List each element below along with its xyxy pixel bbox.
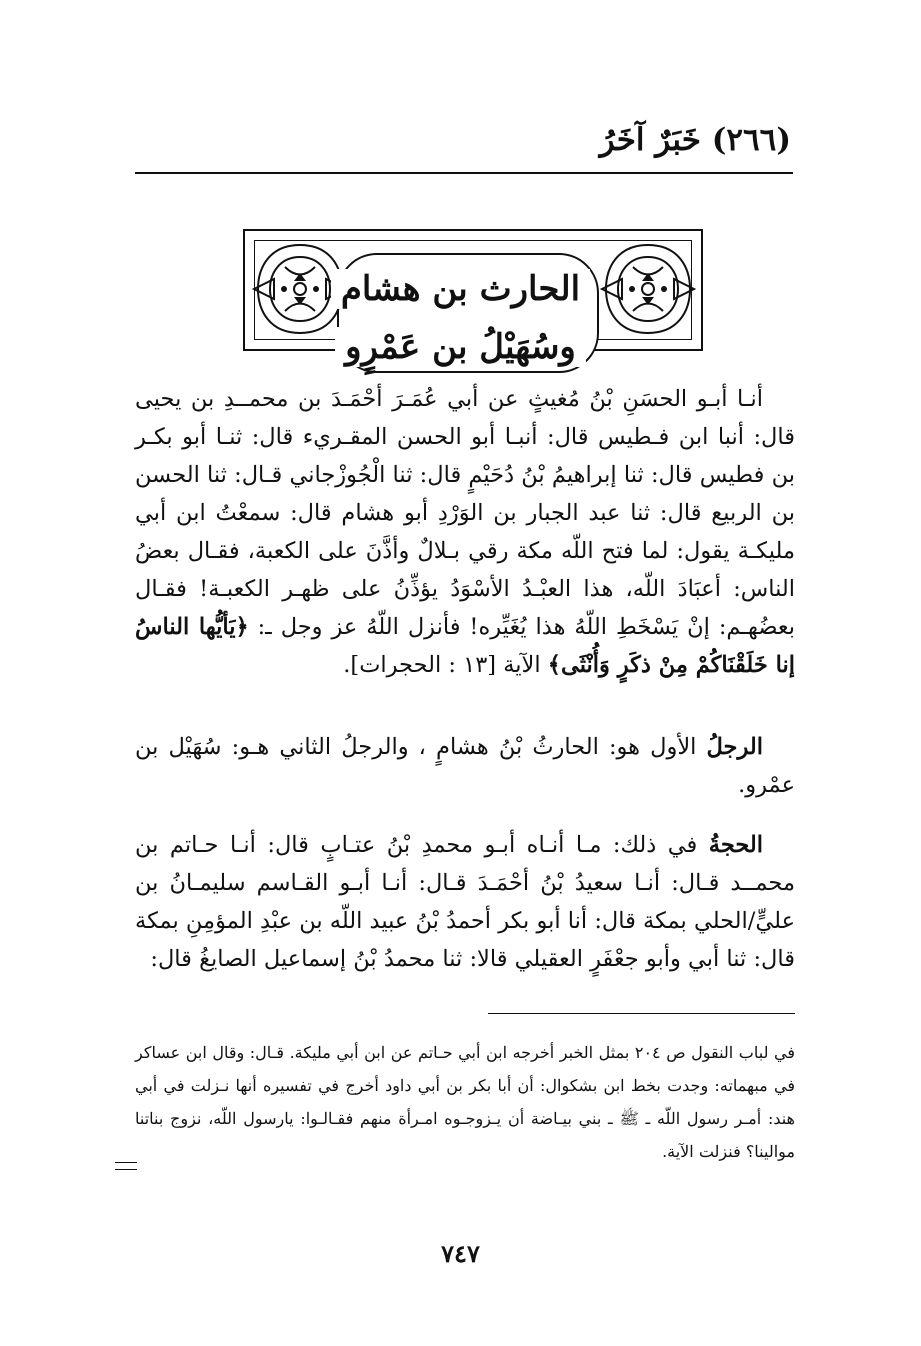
ayah-reference: الآية [١٣ : الحجرات]. <box>343 652 548 678</box>
chapter-title-line1-text: الحارث بن هشام <box>331 269 590 309</box>
paragraph-men-text: الأول هو: الحارثُ بْنُ هشامٍ ، والرجلُ الثاني هـو: سُهَيْل بن عمْرو. <box>135 734 795 798</box>
continuation-mark-icon <box>115 1162 137 1170</box>
chapter-title-line1 <box>0 264 921 314</box>
paragraph-men-lead: الرجلُ <box>706 734 763 760</box>
footnote: في لباب النقول ص ٢٠٤ بمثل الخبر أخرجه ابن أبي حـاتم عن ابن أبي مليكة. قـال: وقال ابن عساكر في مبهماته: وجدت بخط ابن بشكوال: أن أبا بكر بن أبي داود أخرج في تفسيره أنها نـزلت في أبي هند: أمـر رسول اللّه ـ ﷺ ـ بني بيـاضة أن يـزوجـوه امـرأة منهم فقـالـوا: يارسول اللّه، نزوج بناتنا موالينا؟ فنزلت الآية. <box>135 1043 795 1161</box>
header-rule <box>135 172 793 174</box>
footnote-rule <box>488 1013 795 1014</box>
paragraph-evidence-lead: الحجةُ <box>708 832 763 858</box>
chapter-title-line2 <box>0 322 921 372</box>
running-head: (٢٦٦) خَبَرٌ آخَرُ <box>599 122 791 158</box>
isnad-text: أنـا أبـو الحسَنِ بْنُ مُغيثٍ عن أبي عُمَـرَ أحْمَـدَ بن محمــدِ بن يحيى قال: أنبا ابن فـطيس قال: أنبـا أبو الحسن المقـريء قال: ثنـا أبو بكـر بن فطيس قال: ثنا إبراهيمُ بْنُ دُحَيْمٍ قال: ثنا الْجُوزْجاني قـال: ثنا الحسن بن الربيع قال: ثنا عبد الجبار بن الوَرْدِ أبو هشام قال: سمعْتُ ابن أبي مليكـة يقول: لما فتح اللّه مكة رقي بـلالٌ وأذَّنَ على الكعبة، فقـال بعضُ الناس: أعبَادَ اللّه، هذا العبْـدُ الأسْوَدُ يؤذِّنُ على ظهـر الكعبـة! فقـال بعضُهـم: إنْ يَسْخَطِ اللّهُ هذا يُغَيِّره! فأنزل اللّهُ عز وجل ـ: <box>135 386 795 640</box>
paragraph-evidence <box>135 826 795 978</box>
quran-ayah: ﴿يَأيُّها الناسُ إنا خَلَقْنَاكُمْ مِنْ ذكَرٍ وَأُنْثَى﴾ <box>135 614 795 678</box>
page-number: ٧٤٧ <box>441 1239 480 1268</box>
chapter-title-line2-text: وسُهَيْلُ بن عَمْرٍو <box>335 327 586 367</box>
paragraph-men <box>135 728 795 804</box>
paragraph-evidence-text: في ذلك: مـا أنـاه أبـو محمدِ بْنُ عتـابٍ قال: أنـا حـاتم بن محمــد قـال: أنـا سعيدُ بْنُ أحْمَـدَ قـال: أنـا أبـو القـاسم سليمـانُ بن عليٍّ/الحلي بمكة قال: أنا أبو بكر أحمدُ بْنُ عبيد اللّه بن عبْدِ المؤمِنِ بمكة قال: ثنا أبي وأبو جعْفَرٍ العقيلي قالا: ثنا محمدُ بْنُ إسماعيل الصايغُ قال: <box>135 832 795 972</box>
paragraph-isnad <box>135 380 795 684</box>
